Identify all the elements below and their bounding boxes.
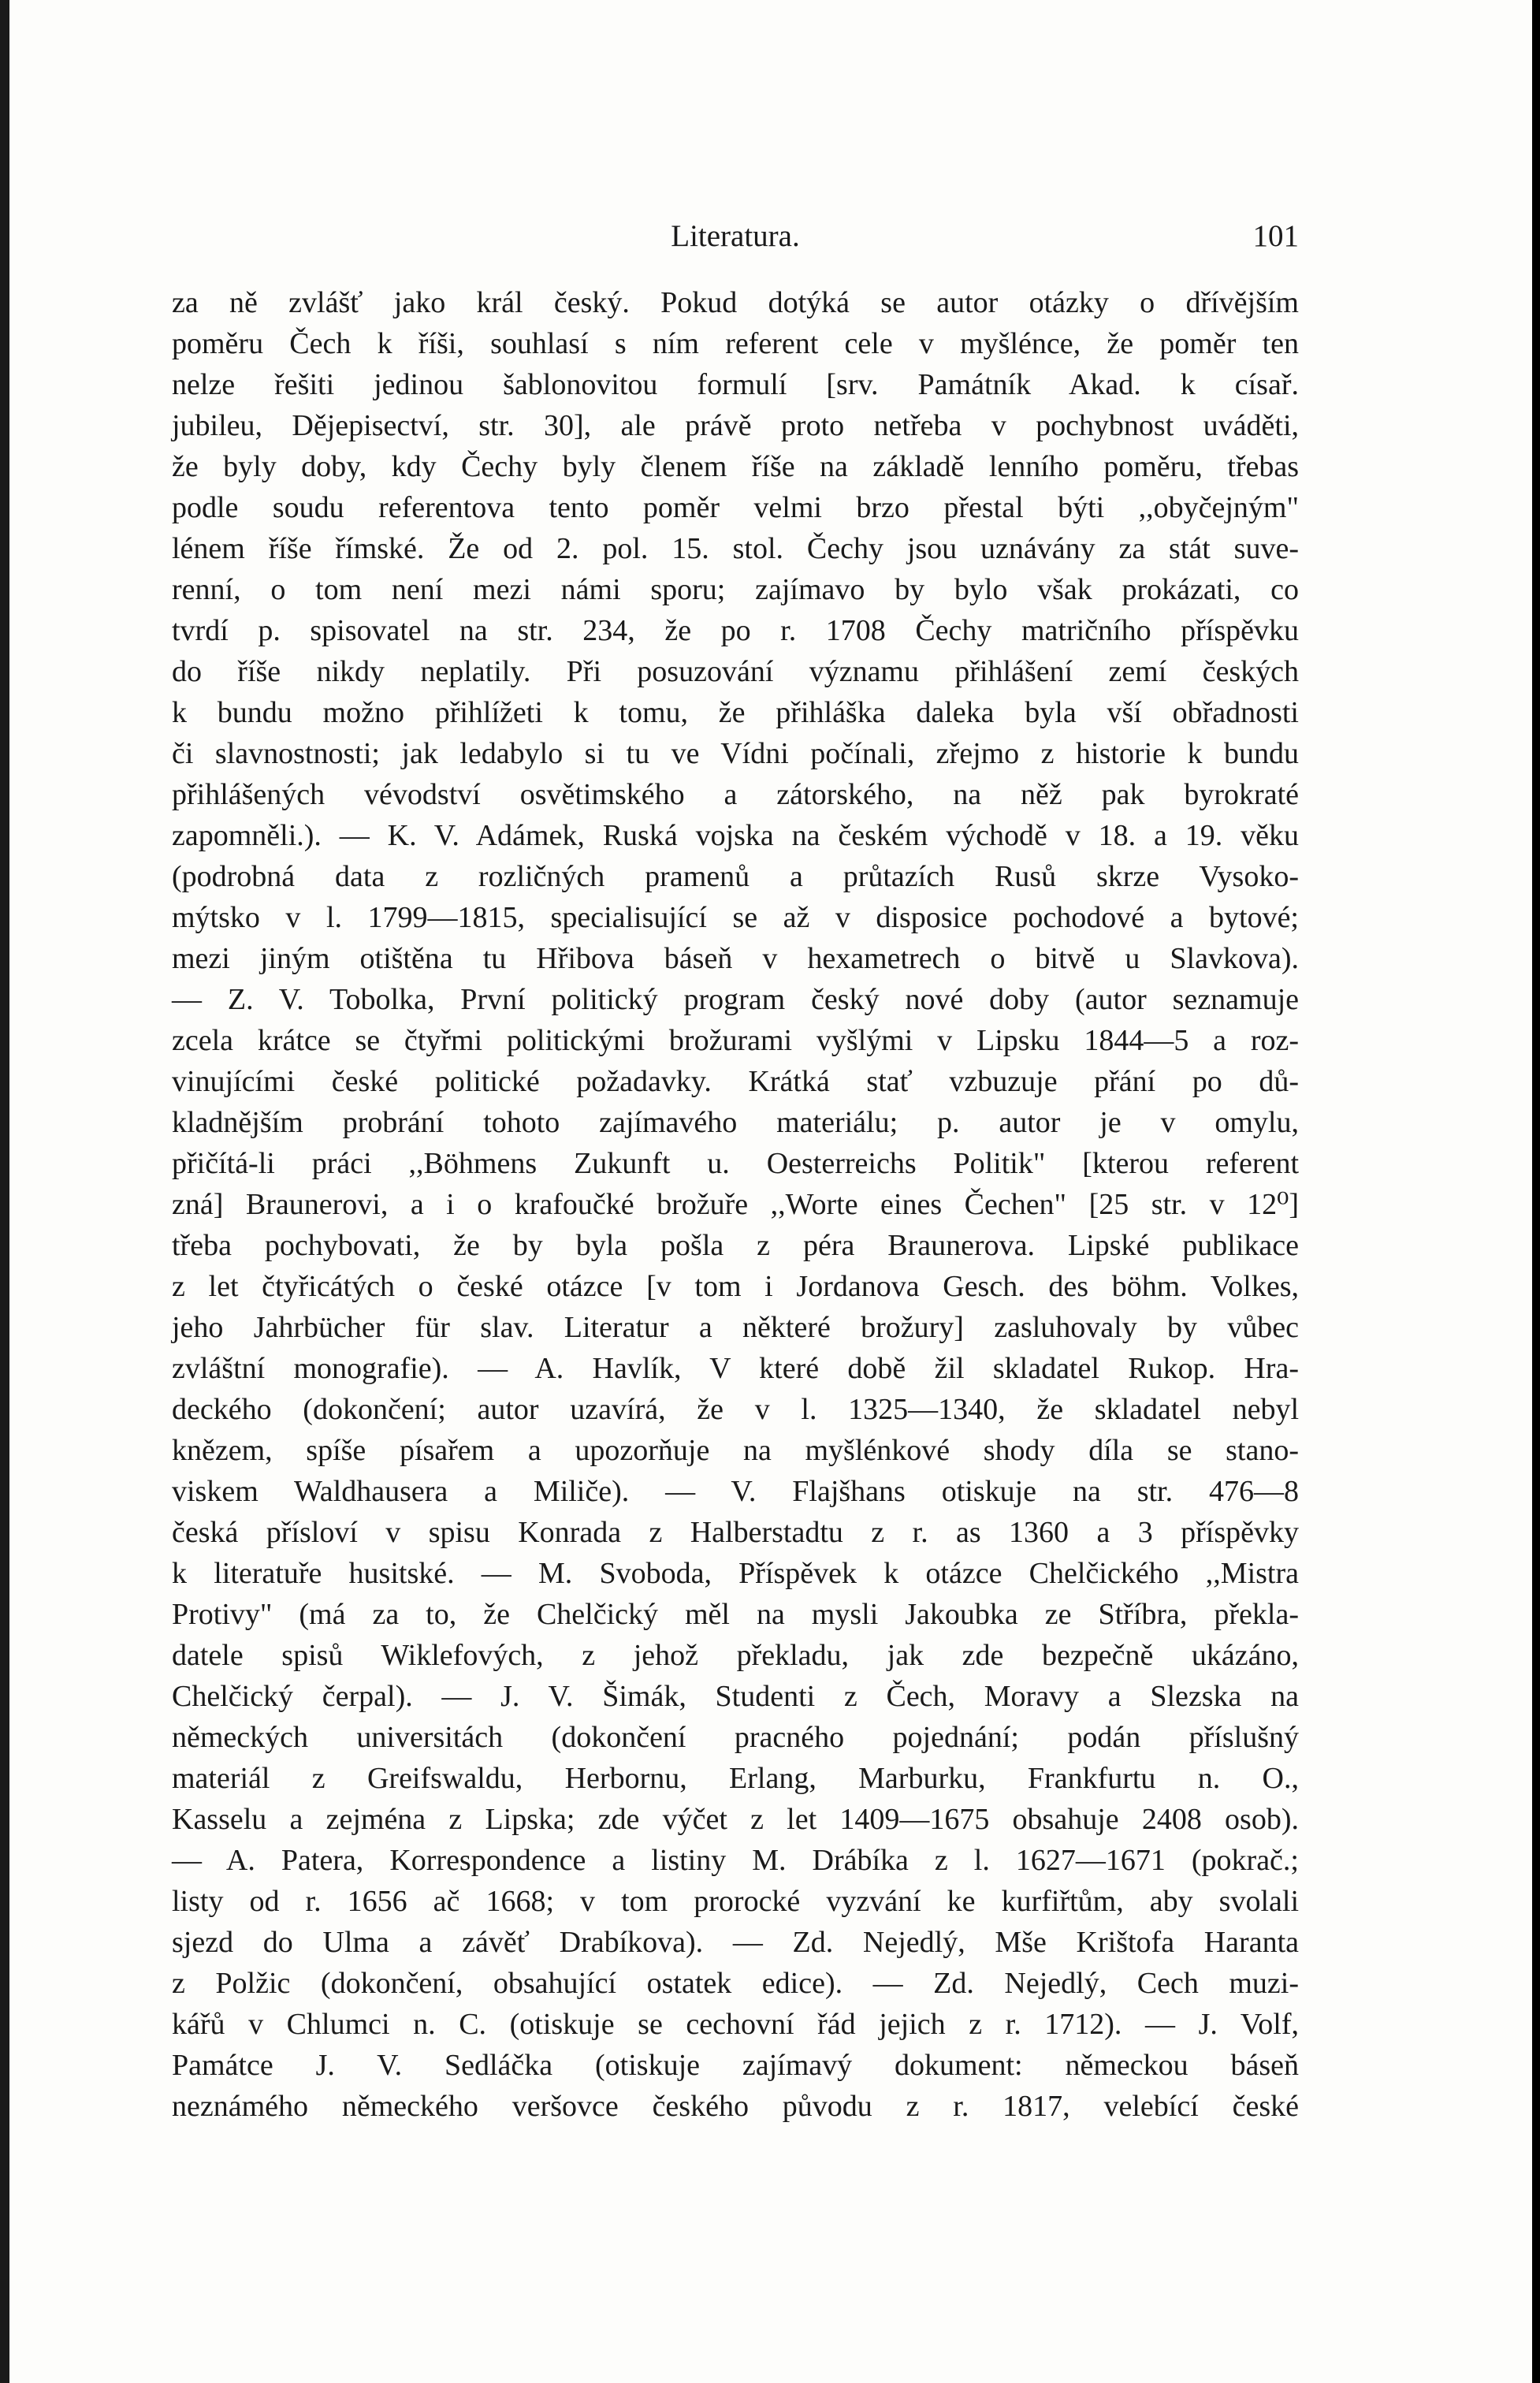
text-line: z Polžic (dokončení, obsahující ostatek edice). — Zd. Nejedlý, Cech muzi- [172, 1967, 1299, 2000]
running-head [172, 213, 1299, 260]
running-head-title: Literatura. [671, 219, 800, 253]
text-line: Kasselu a zejména z Lipska; zde výčet z let 1409—1675 obsahuje 2408 osob). [172, 1803, 1299, 1836]
text-line: k literatuře husitské. — M. Svoboda, Příspěvek k otázce Chelčického ,,Mistra [172, 1557, 1299, 1590]
text-line: vinujícími české politické požadavky. Krátká stať vzbuzuje přání po dů- [172, 1065, 1299, 1098]
text-line: viskem Waldhausera a Miliče). — V. Flajšhans otiskuje na str. 476—8 [172, 1475, 1299, 1508]
text-line: k bundu možno přihlížeti k tomu, že přihláška daleka byla vší obřadnosti [172, 696, 1299, 729]
text-line: lénem říše římské. Že od 2. pol. 15. stol. Čechy jsou uznávány za stát suve- [172, 532, 1299, 565]
text-line: zvláštní monografie). — A. Havlík, V které době žil skladatel Rukop. Hra- [172, 1352, 1299, 1385]
text-line: Chelčický čerpal). — J. V. Šimák, Studenti z Čech, Moravy a Slezska na [172, 1680, 1299, 1713]
body-text [172, 282, 1299, 2127]
text-line: přihlášených vévodství osvětimského a zátorského, na něž pak byrokraté [172, 778, 1299, 811]
text-line: jeho Jahrbücher für slav. Literatur a některé brožury] zasluhovaly by vůbec [172, 1311, 1299, 1344]
text-line: Památce J. V. Sedláčka (otiskuje zajímavý dokument: německou báseň [172, 2049, 1299, 2082]
text-line: tvrdí p. spisovatel na str. 234, že po r. 1708 Čechy matričního příspěvku [172, 614, 1299, 647]
text-line: třeba pochybovati, že by byla pošla z péra Braunerova. Lipské publikace [172, 1229, 1299, 1262]
text-line: jubileu, Dějepisectví, str. 30], ale právě proto netřeba v pochybnost uváděti, [172, 409, 1299, 442]
text-line: německých universitách (dokončení pracného pojednání; podán příslušný [172, 1721, 1299, 1754]
text-line: Protivy" (má za to, že Chelčický měl na mysli Jakoubka ze Stříbra, překla- [172, 1598, 1299, 1631]
text-line: mezi jiným otištěna tu Hřibova báseň v hexametrech o bitvě u Slavkova). [172, 942, 1299, 975]
text-line: deckého (dokončení; autor uzavírá, že v l. 1325—1340, že skladatel nebyl [172, 1393, 1299, 1426]
text-line: datele spisů Wiklefových, z jehož překladu, jak zde bezpečně ukázáno, [172, 1639, 1299, 1672]
page [9, 0, 1532, 2383]
text-line: materiál z Greifswaldu, Herbornu, Erlang, Marburku, Frankfurtu n. O., [172, 1762, 1299, 1795]
text-line: knězem, spíše písařem a upozorňuje na myšlénkové shody díla se stano- [172, 1434, 1299, 1467]
text-line: renní, o tom není mezi námi sporu; zajímavo by bylo však prokázati, co [172, 573, 1299, 606]
text-line: do říše nikdy neplatily. Při posuzování významu přihlášení zemí českých [172, 655, 1299, 688]
text-line: — Z. V. Tobolka, První politický program český nové doby (autor seznamuje [172, 983, 1299, 1016]
text-line: zapomněli.). — K. V. Adámek, Ruská vojska na českém východě v 18. a 19. věku [172, 819, 1299, 852]
text-line: neznámého německého veršovce českého původu z r. 1817, velebící české [172, 2090, 1299, 2123]
text-line: (podrobná data z rozličných pramenů a průtazích Rusů skrze Vysoko- [172, 860, 1299, 893]
text-line: přičítá-li práci ,,Böhmens Zukunft u. Oesterreichs Politik" [kterou referent [172, 1147, 1299, 1180]
text-line: mýtsko v l. 1799—1815, specialisující se až v disposice pochodové a bytové; [172, 901, 1299, 934]
text-line: za ně zvlášť jako král český. Pokud dotýká se autor otázky o dřívějším [172, 286, 1299, 319]
text-line: poměru Čech k říši, souhlasí s ním referent cele v myšlénce, že poměr ten [172, 327, 1299, 360]
text-line: — A. Patera, Korrespondence a listiny M. Drábíka z l. 1627—1671 (pokrač.; [172, 1844, 1299, 1877]
text-line: či slavnostnosti; jak ledabylo si tu ve Vídni počínali, zřejmo z historie k bundu [172, 737, 1299, 770]
text-line: že byly doby, kdy Čechy byly členem říše na základě lenního poměru, třebas [172, 450, 1299, 483]
text-line: podle soudu referentova tento poměr velmi brzo přestal býti ,,obyčejným" [172, 491, 1299, 524]
text-line: zná] Braunerovi, a i o krafoučké brožuře ,,Worte eines Čechen" [25 str. v 12⁰] [172, 1188, 1299, 1221]
text-line: kladnějším probrání tohoto zajímavého materiálu; p. autor je v omylu, [172, 1106, 1299, 1139]
text-line: nelze řešiti jedinou šablonovitou formulí [srv. Památník Akad. k císař. [172, 368, 1299, 401]
text-line: kářů v Chlumci n. C. (otiskuje se cechovní řád jejich z r. 1712). — J. Volf, [172, 2008, 1299, 2041]
text-line: z let čtyřicátých o české otázce [v tom i Jordanova Gesch. des böhm. Volkes, [172, 1270, 1299, 1303]
text-line: sjezd do Ulma a závěť Drabíkova). — Zd. Nejedlý, Mše Krištofa Haranta [172, 1926, 1299, 1959]
page-number: 101 [1252, 219, 1299, 253]
text-line: česká přísloví v spisu Konrada z Halberstadtu z r. as 1360 a 3 příspěvky [172, 1516, 1299, 1549]
text-line: listy od r. 1656 ač 1668; v tom prorocké vyzvání ke kurfiřtům, aby svolali [172, 1885, 1299, 1918]
text-block [172, 213, 1299, 2127]
text-line: zcela krátce se čtyřmi politickými brožurami vyšlými v Lipsku 1844—5 a roz- [172, 1024, 1299, 1057]
scan-left-edge [0, 0, 9, 2383]
